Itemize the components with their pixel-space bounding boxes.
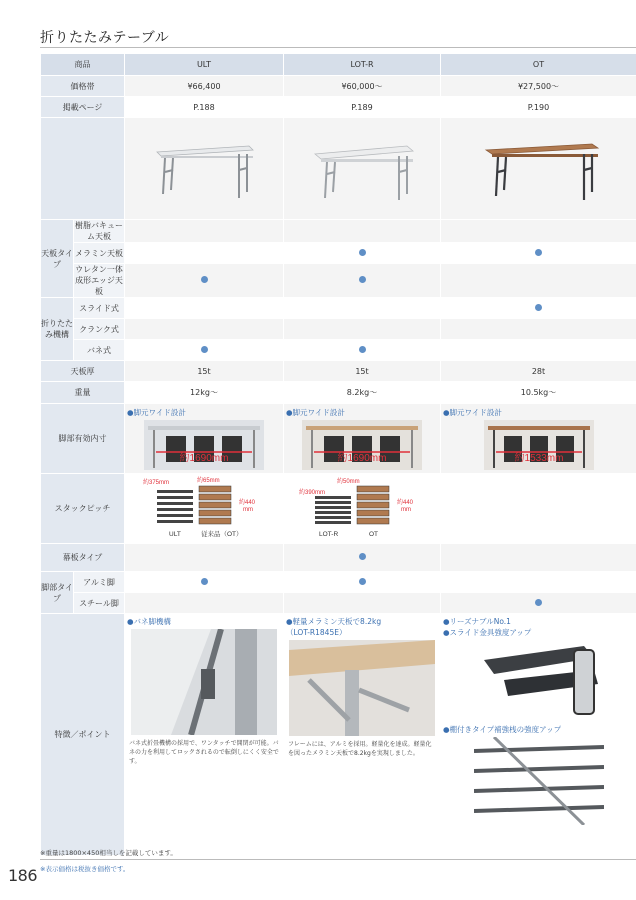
stack-dim3-right: 約440: [397, 499, 414, 506]
stack-label2-right: OT: [369, 530, 379, 538]
feature-photo-lotr: [289, 640, 435, 736]
row-label-thickness: 天板厚: [41, 361, 125, 382]
leg-space-photo-ot: [484, 420, 594, 470]
feature-caption-ult: ●バネ脚機構: [127, 617, 172, 626]
feature-lotr: [284, 614, 441, 856]
feature-photo-ot-shelf: [474, 737, 604, 825]
dot-lotr-aluminum: [359, 578, 366, 585]
page-title: 折りたたみテーブル: [40, 30, 170, 46]
leg-space-photo-lotr: [302, 420, 422, 470]
product-image-ult: [125, 118, 284, 220]
top-type-melamine: メラミン天板: [74, 243, 125, 264]
stack-dim3-unit-left: mm: [243, 506, 253, 513]
row-label-price: 価格帯: [41, 76, 125, 97]
feature-note-lotr: フレームには、アルミを採用。軽量化を達成。軽量化を図ったメラミン天板で8.2kgを実現しました。: [288, 741, 432, 757]
top-type-resin: 樹脂バキューム天板: [75, 221, 123, 241]
price-ult: ¥66,400: [125, 76, 284, 97]
stack-dim3-left: 約440: [239, 499, 256, 506]
feature-ult: [125, 614, 284, 856]
stack-label1-left: ULT: [169, 530, 181, 538]
thickness-lotr: 15t: [284, 361, 441, 382]
leg-space-lotr: [284, 404, 441, 474]
dot-ot-steel: [535, 599, 542, 606]
page-ref-lotr: P.189: [284, 97, 441, 118]
thickness-ult: 15t: [125, 361, 284, 382]
page-ref-ult: P.188: [125, 97, 284, 118]
fold-spring: バネ式: [74, 340, 125, 361]
leg-space-ot: [441, 404, 636, 474]
stack-dim1-right: 約390mm: [299, 489, 326, 496]
group-label-fold: 折りたたみ機構: [41, 298, 74, 361]
stack-diagram-left: [125, 474, 284, 544]
stack-dim2-right: 約50mm: [337, 478, 360, 485]
stack-illustration-right: [297, 476, 427, 540]
stack-dim1-left: 約375mm: [143, 479, 170, 486]
leg-space-caption-lotr: ●脚元ワイド設計: [286, 408, 345, 417]
dot-lotr-melamine: [359, 249, 366, 256]
row-label-leg-space: 脚部有効内寸: [41, 404, 125, 474]
row-label-image: [41, 118, 125, 220]
feature-photo-ult: [131, 629, 277, 735]
table-illustration-lotr: [307, 134, 417, 204]
stack-label1-right: LOT-R: [319, 530, 339, 538]
row-label-weight: 重量: [41, 382, 125, 404]
leg-type-steel: スチール脚: [74, 593, 125, 614]
row-label-features: 特徴／ポイント: [41, 614, 125, 856]
feature-caption2-lotr: （LOT-R1845E）: [286, 628, 347, 637]
title-divider: [40, 47, 636, 48]
feature-caption1-ot: ●リーズナブルNo.1: [443, 617, 511, 626]
stack-dim3-unit-right: mm: [401, 506, 411, 513]
footnote-weight: ※重量は1800×450相当しを記載しています。: [40, 849, 177, 857]
leg-space-dim-ot: 約1533mm: [514, 453, 563, 464]
page-number: 186: [8, 866, 38, 885]
leg-space-caption-ult: ●脚元ワイド設計: [127, 408, 186, 417]
feature-caption3-ot: ●棚付きタイプ補強桟の強度アップ: [443, 725, 562, 734]
top-type-urethane: ウレタン一体成形エッジ天板: [75, 265, 123, 296]
stack-dim2-left: 約65mm: [197, 477, 220, 484]
weight-lotr: 8.2kg～: [284, 382, 441, 404]
dot-ult-urethane: [201, 276, 208, 283]
leg-space-caption-ot: ●脚元ワイド設計: [443, 408, 502, 417]
feature-caption1-lotr: ●軽量メラミン天板で8.2kg: [286, 617, 382, 626]
dot-ult-aluminum: [201, 578, 208, 585]
page-ref-ot: P.190: [441, 97, 636, 118]
product-image-lotr: [284, 118, 441, 220]
stack-illustration-left: [139, 476, 269, 540]
feature-photo-ot-slide: [474, 640, 604, 720]
dot-ot-melamine: [535, 249, 542, 256]
leg-space-dim-ult: 約1690mm: [179, 453, 229, 464]
stack-label2-left: 従来品（OT）: [201, 530, 243, 538]
header-col-lotr: LOT-R: [284, 54, 441, 76]
footnote-price: ※表示価格は税抜き価格です。: [40, 865, 130, 873]
dot-lotr-urethane: [359, 276, 366, 283]
group-label-leg-type: 脚部タイプ: [41, 572, 74, 614]
dot-lotr-spring: [359, 346, 366, 353]
leg-type-aluminum: アルミ脚: [74, 572, 125, 593]
footer-divider: [40, 859, 636, 860]
row-label-stack: スタックピッチ: [41, 474, 125, 544]
leg-space-photo-ult: [144, 420, 264, 470]
feature-note-ult: バネ式折畳機構の採用で、ワンタッチで開閉が可能。バネの力を利用してロックされるので転倒しにくく安全です。: [129, 740, 279, 765]
fold-slide: スライド式: [74, 298, 125, 319]
weight-ot: 10.5kg～: [441, 382, 636, 404]
header-col-ot: OT: [441, 54, 636, 76]
header-product-label: 商品: [41, 54, 125, 76]
dot-ot-slide: [535, 304, 542, 311]
row-label-modesty: 幕板タイプ: [41, 544, 125, 572]
table-illustration-ot: [474, 134, 604, 204]
dot-ult-spring: [201, 346, 208, 353]
leg-space-ult: [125, 404, 284, 474]
header-col-ult: ULT: [125, 54, 284, 76]
comparison-table: [40, 53, 636, 856]
dot-lotr-modesty: [359, 553, 366, 560]
price-lotr: ¥60,000～: [284, 76, 441, 97]
fold-crank: クランク式: [74, 319, 125, 340]
price-ot: ¥27,500～: [441, 76, 636, 97]
feature-ot: [441, 614, 636, 856]
stack-diagram-right: [284, 474, 441, 544]
product-image-ot: [441, 118, 636, 220]
row-label-page: 掲載ページ: [41, 97, 125, 118]
thickness-ot: 28t: [441, 361, 636, 382]
feature-caption2-ot: ●スライド金具強度アップ: [443, 628, 532, 637]
group-label-top-type: 天板タイプ: [41, 220, 74, 298]
table-illustration-ult: [149, 134, 259, 204]
weight-ult: 12kg～: [125, 382, 284, 404]
leg-space-dim-lotr: 約1690mm: [337, 453, 387, 464]
